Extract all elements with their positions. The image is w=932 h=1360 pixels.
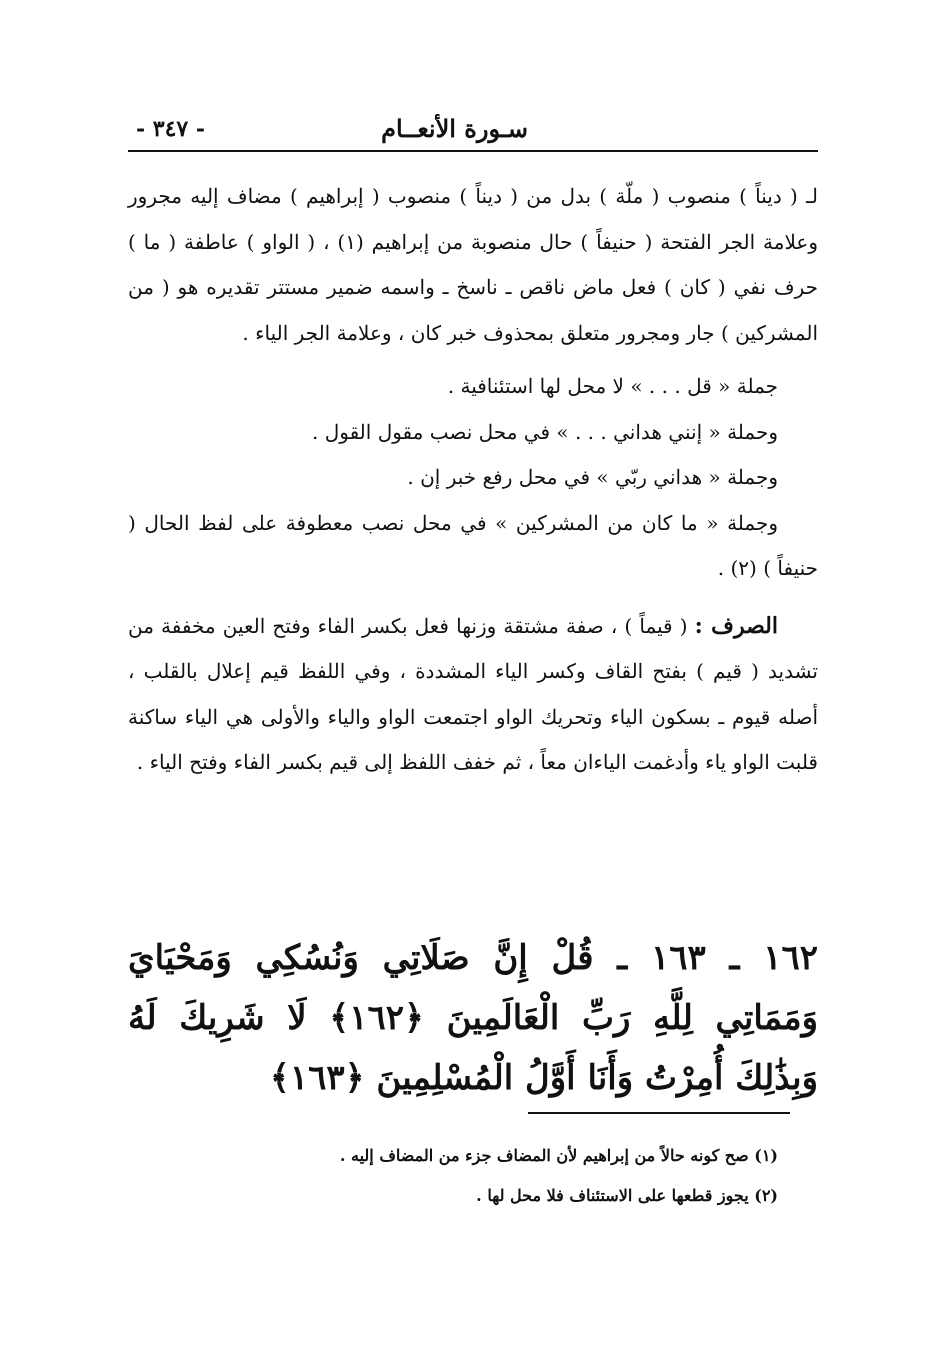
- footnote-rule: [528, 1112, 790, 1114]
- sarf-paragraph: [128, 604, 818, 786]
- page-number: - ٣٤٧ -: [136, 116, 206, 142]
- footnote: (٢) يجوز قطعها على الاستئناف فلا محل لها .: [476, 1186, 778, 1205]
- verse-text: قُلْ إِنَّ صَلَاتِي وَنُسُكِي وَمَحْيَايَ وَمَمَاتِي لِلَّهِ رَبِّ الْعَالَمِينَ ﴿١٦٢﴾ لَا شَرِيكَ لَهُ وَبِذَٰلِكَ أُمِرْتُ وَأَنَا أَوَّلُ الْمُسْلِمِينَ ﴿١٦٣﴾: [128, 938, 819, 1098]
- verse-reference: ١٦٢ ـ ١٦٣ ـ: [617, 938, 818, 978]
- jumla-line: جملة « قل . . . » لا محل لها استئنافية .: [447, 374, 778, 398]
- jumla-line: وحملة « إنني هداني . . . » في محل نصب مقول القول .: [311, 419, 778, 444]
- sarf-text: ( قيماً ) ، صفة مشتقة وزنها فعل بكسر الفاء وفتح العين مخففة من تشديد ( قيم ) بفتح القاف وكسر الياء المشددة ، وفي اللفظ قيم إعلال بالقلب ، أصله قيوم ـ بسكون الياء وتحريك الواو اجتمعت الواو والياء والأولى هي الياء ساكنة قلبت الواو ياء وأدغمت الياءان معاً ، ثم خفف اللفظ إلى قيم بكسر الفاء وفتح الياء .: [128, 613, 819, 774]
- surah-title: سـورة الأنعــام: [381, 114, 528, 143]
- jumla-line: وجملة « ما كان من المشركين » في محل نصب معطوفة على لفظ الحال ( حنيفاً ) (٢) .: [128, 510, 818, 580]
- footnote: (١) صح كونه حالاً من إبراهيم لأن المضاف جزء من المضاف إليه .: [339, 1146, 778, 1165]
- footnotes: [128, 1136, 778, 1216]
- i3rab-paragraph: لـ ( ديناً ) منصوب ( ملّة ) بدل من ( ديناً ) منصوب ( إبراهيم ) مضاف إليه مجرور وعلامة الجر الفتحة ( حنيفاً ) حال منصوبة من إبراهيم (١) ، ( الواو ) عاطفة ( ما ) حرف نفي ( كان ) فعل ماض ناقص ـ ناسخ ـ واسمه ضمير مستتر تقديره هو ( من المشركين ) جار ومجرور متعلق بمحذوف خبر كان ، وعلامة الجر الياء .: [128, 184, 818, 345]
- main-text: [128, 174, 818, 786]
- quran-verse: [128, 928, 818, 1108]
- jumla-line: وجملة « هداني ربّي » في محل رفع خبر إن .: [407, 465, 778, 489]
- header-rule: [128, 150, 818, 152]
- page-header: [128, 112, 818, 152]
- sarf-heading: الصرف :: [694, 612, 778, 639]
